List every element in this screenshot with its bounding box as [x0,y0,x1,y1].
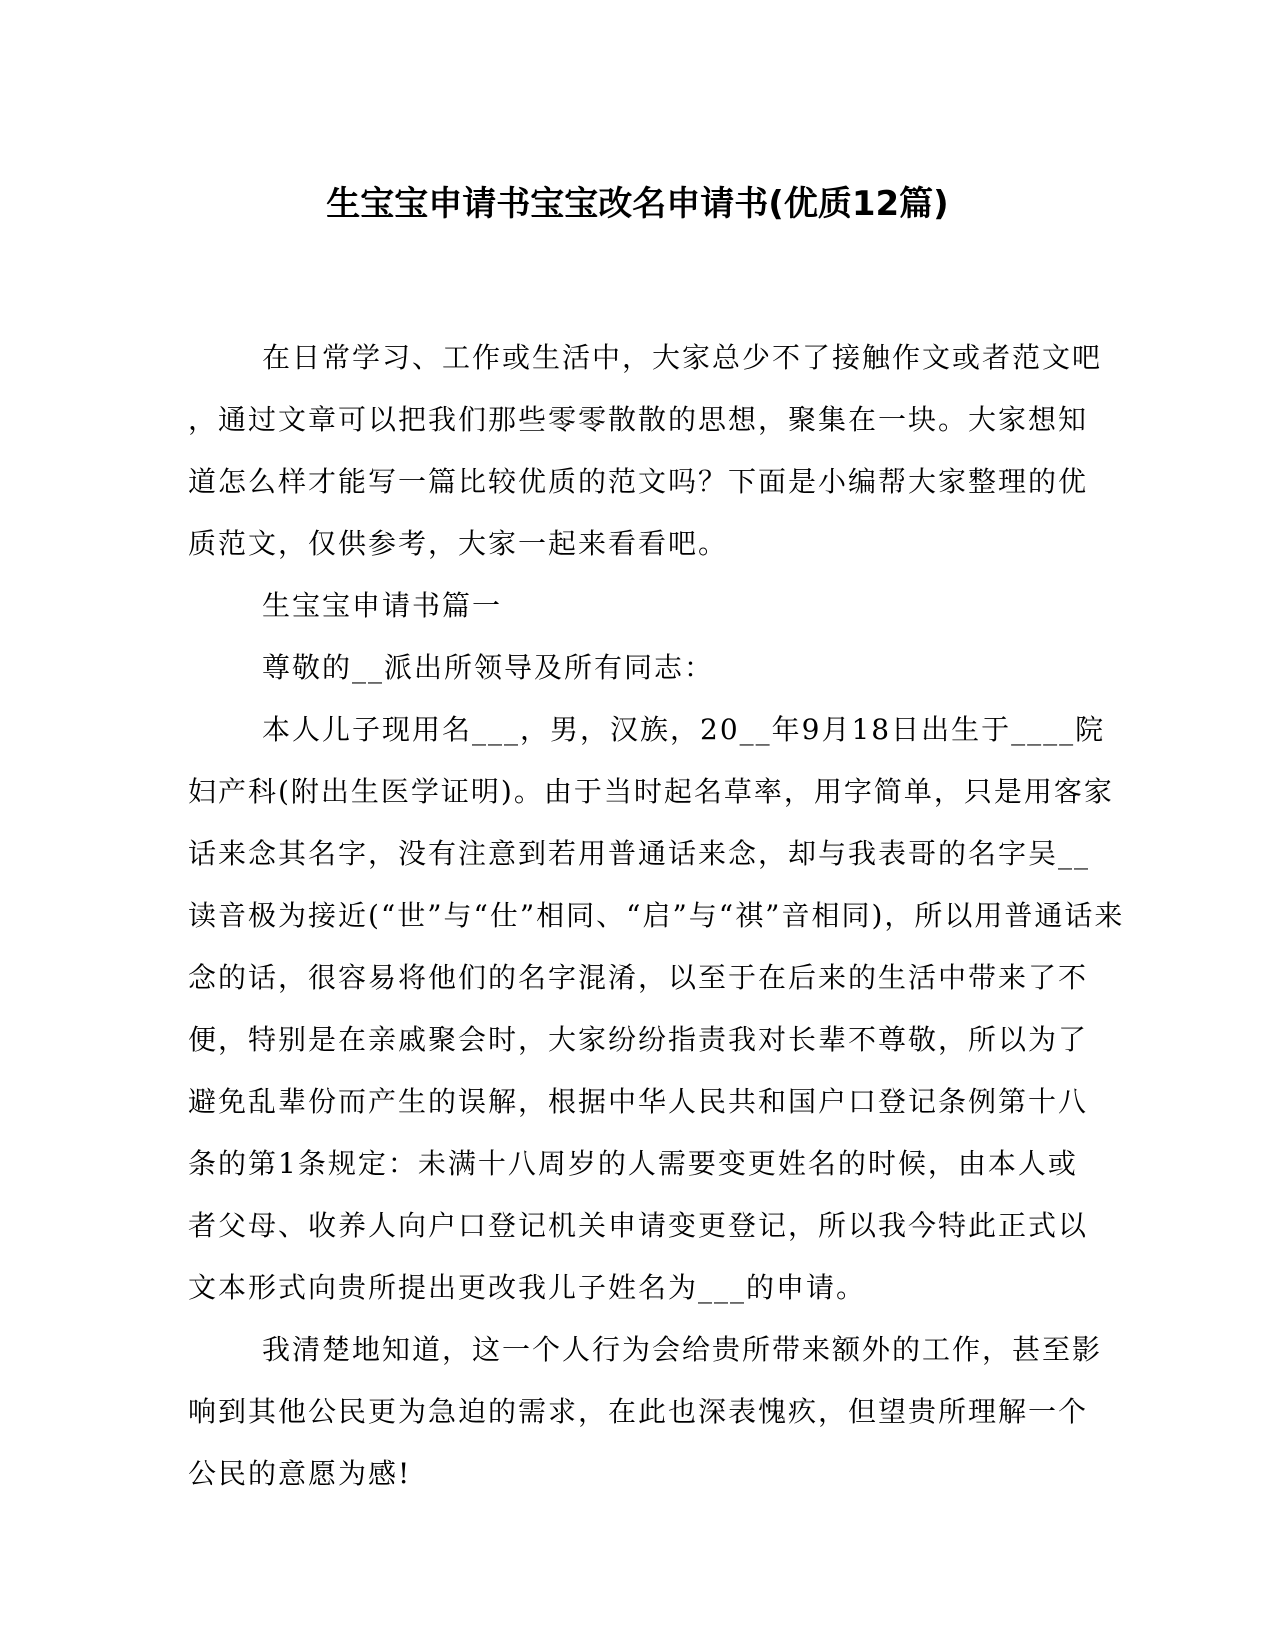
paragraph-line: 道怎么样才能写一篇比较优质的范文吗？下面是小编帮大家整理的优 [188,465,1089,498]
paragraph-line: 质范文，仅供参考，大家一起来看看吧。 [188,527,729,560]
paragraph-line: 念的话，很容易将他们的名字混淆，以至于在后来的生活中带来了不 [188,961,1089,994]
document-body [188,327,1125,1505]
paragraph-line: 响到其他公民更为急迫的需求，在此也深表愧疚，但望贵所理解一个 [188,1395,1089,1428]
body-paragraph [188,699,1125,1319]
intro-paragraph [188,327,1103,575]
paragraph-line: 条的第1条规定：未满十八周岁的人需要变更姓名的时候，由本人或 [188,1147,1078,1180]
salutation [188,637,1070,699]
paragraph-line: 读音极为接近(“世”与“仕”相同、“启”与“祺”音相同)，所以用普通话来 [188,899,1125,932]
paragraph-line: 妇产科(附出生医学证明)。由于当时起名草率，用字简单，只是用客家 [188,775,1114,808]
paragraph-line: 便，特别是在亲戚聚会时，大家纷纷指责我对长辈不尊敬，所以为了 [188,1023,1089,1056]
document-title: 生宝宝申请书宝宝改名申请书(优质12篇) [326,184,949,224]
paragraph-line: 者父母、收养人向户口登记机关申请变更登记，所以我今特此正式以 [188,1209,1089,1242]
body-paragraph [188,1319,1103,1505]
paragraph-line: 尊敬的__派出所领导及所有同志： [262,651,715,684]
paragraph-line: ，通过文章可以把我们那些零零散散的思想，聚集在一块。大家想知 [188,403,1089,436]
paragraph-line: 话来念其名字，没有注意到若用普通话来念，却与我表哥的名字吴__ [188,837,1091,870]
paragraph-line: 本人儿子现用名___，男，汉族，20__年9月18日出生于____院 [262,713,1106,746]
paragraph-line: 我清楚地知道，这一个人行为会给贵所带来额外的工作，甚至影 [262,1333,1103,1366]
paragraph-line: 生宝宝申请书篇一 [262,589,503,622]
paragraph-line: 公民的意愿为感! [188,1457,412,1490]
section-heading [188,575,1070,637]
paragraph-line: 避免乱辈份而产生的误解，根据中华人民共和国户口登记条例第十八 [188,1085,1089,1118]
paragraph-line: 在日常学习、工作或生活中，大家总少不了接触作文或者范文吧 [262,341,1103,374]
paragraph-line: 文本形式向贵所提出更改我儿子姓名为___的申请。 [188,1271,867,1304]
